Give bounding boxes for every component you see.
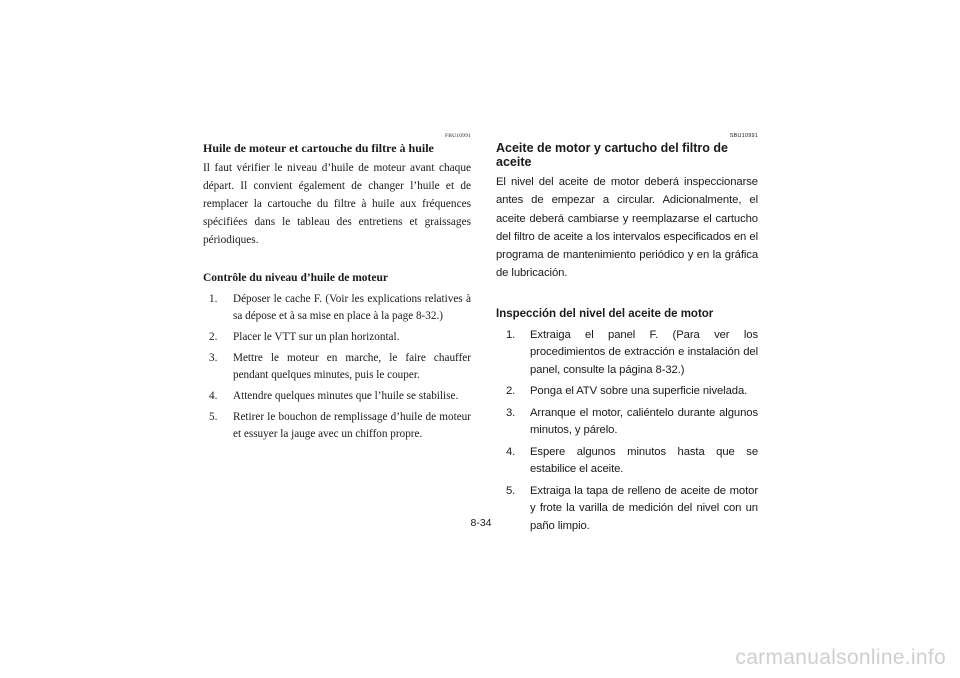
step-number: 4. [209,390,218,402]
step-item [496,444,758,479]
section-title: Aceite de motor y cartucho del filtro de aceite [496,141,728,169]
procedure-steps [496,327,758,536]
step-number: 1. [209,293,218,305]
section-title: Huile de moteur et cartouche du filtre à huile [203,141,434,155]
step-item [203,291,471,325]
step-number: 3. [209,352,218,364]
step-text: Retirer le bouchon de remplissage d’huile de moteur et essuyer la jauge avec un chiffon propre. [233,411,471,440]
step-item [203,350,471,384]
procedure-steps [203,291,471,443]
procedure-heading: Contrôle du niveau d’huile de moteur [203,272,388,284]
procedure-heading: Inspección del nivel del aceite de motor [496,307,714,320]
step-number: 5. [209,411,218,423]
step-text: Extraiga la tapa de relleno de aceite de motor y frote la varilla de medición del nivel con un paño limpio. [530,484,758,532]
step-text: Mettre le moteur en marche, le faire chauffer pendant quelques minutes, puis le couper. [233,352,471,381]
step-item [496,327,758,380]
step-text: Déposer le cache F. (Voir les explications relatives à sa dépose et à sa mise en place à la page 8-32.) [233,293,471,322]
step-number: 2. [506,385,516,398]
step-text: Attendre quelques minutes que l’huile se stabilise. [233,390,459,402]
step-item [203,409,471,443]
intro-paragraph: Il faut vérifier le niveau d’huile de moteur avant chaque départ. Il convient également de changer l’huile et de remplacer la cartouche du filtre à huile aux fréquences spécifiées dans le tableau des entretiens et graissages périodiques. [203,162,471,246]
spanish-column [496,132,758,539]
step-number: 4. [506,445,516,458]
step-number: 2. [209,331,218,343]
step-number: 1. [506,328,516,341]
step-text: Extraiga el panel F. (Para ver los procedimientos de extracción e instalación del panel, consulte la página 8-32.) [530,328,758,376]
page-number: 8-34 [470,517,492,529]
section-code: FBU10991 [444,133,471,139]
step-text: Arranque el motor, caliéntelo durante algunos minutos, y párelo. [530,406,758,437]
step-item [203,329,471,346]
intro-paragraph: El nivel del aceite de motor deberá inspeccionarse antes de empezar a circular. Adicionalmente, el aceite deberá cambiarse y reemplazarse el cartucho del filtro de aceite a los intervalos especificados en el programa de mantenimiento periódico y en la gráfica de lubricación. [496,176,758,280]
step-text: Espere algunos minutos hasta que se estabilice el aceite. [530,445,758,476]
step-item [496,405,758,440]
step-number: 3. [506,406,516,419]
step-item [496,383,758,401]
section-code: SBU10991 [729,133,758,139]
watermark: carmanualsonline.info [735,646,946,669]
step-item [496,483,758,536]
step-item [203,388,471,405]
step-text: Placer le VTT sur un plan horizontal. [233,331,400,343]
french-column [203,132,471,447]
step-number: 5. [506,484,516,497]
step-text: Ponga el ATV sobre una superficie nivelada. [530,385,748,398]
